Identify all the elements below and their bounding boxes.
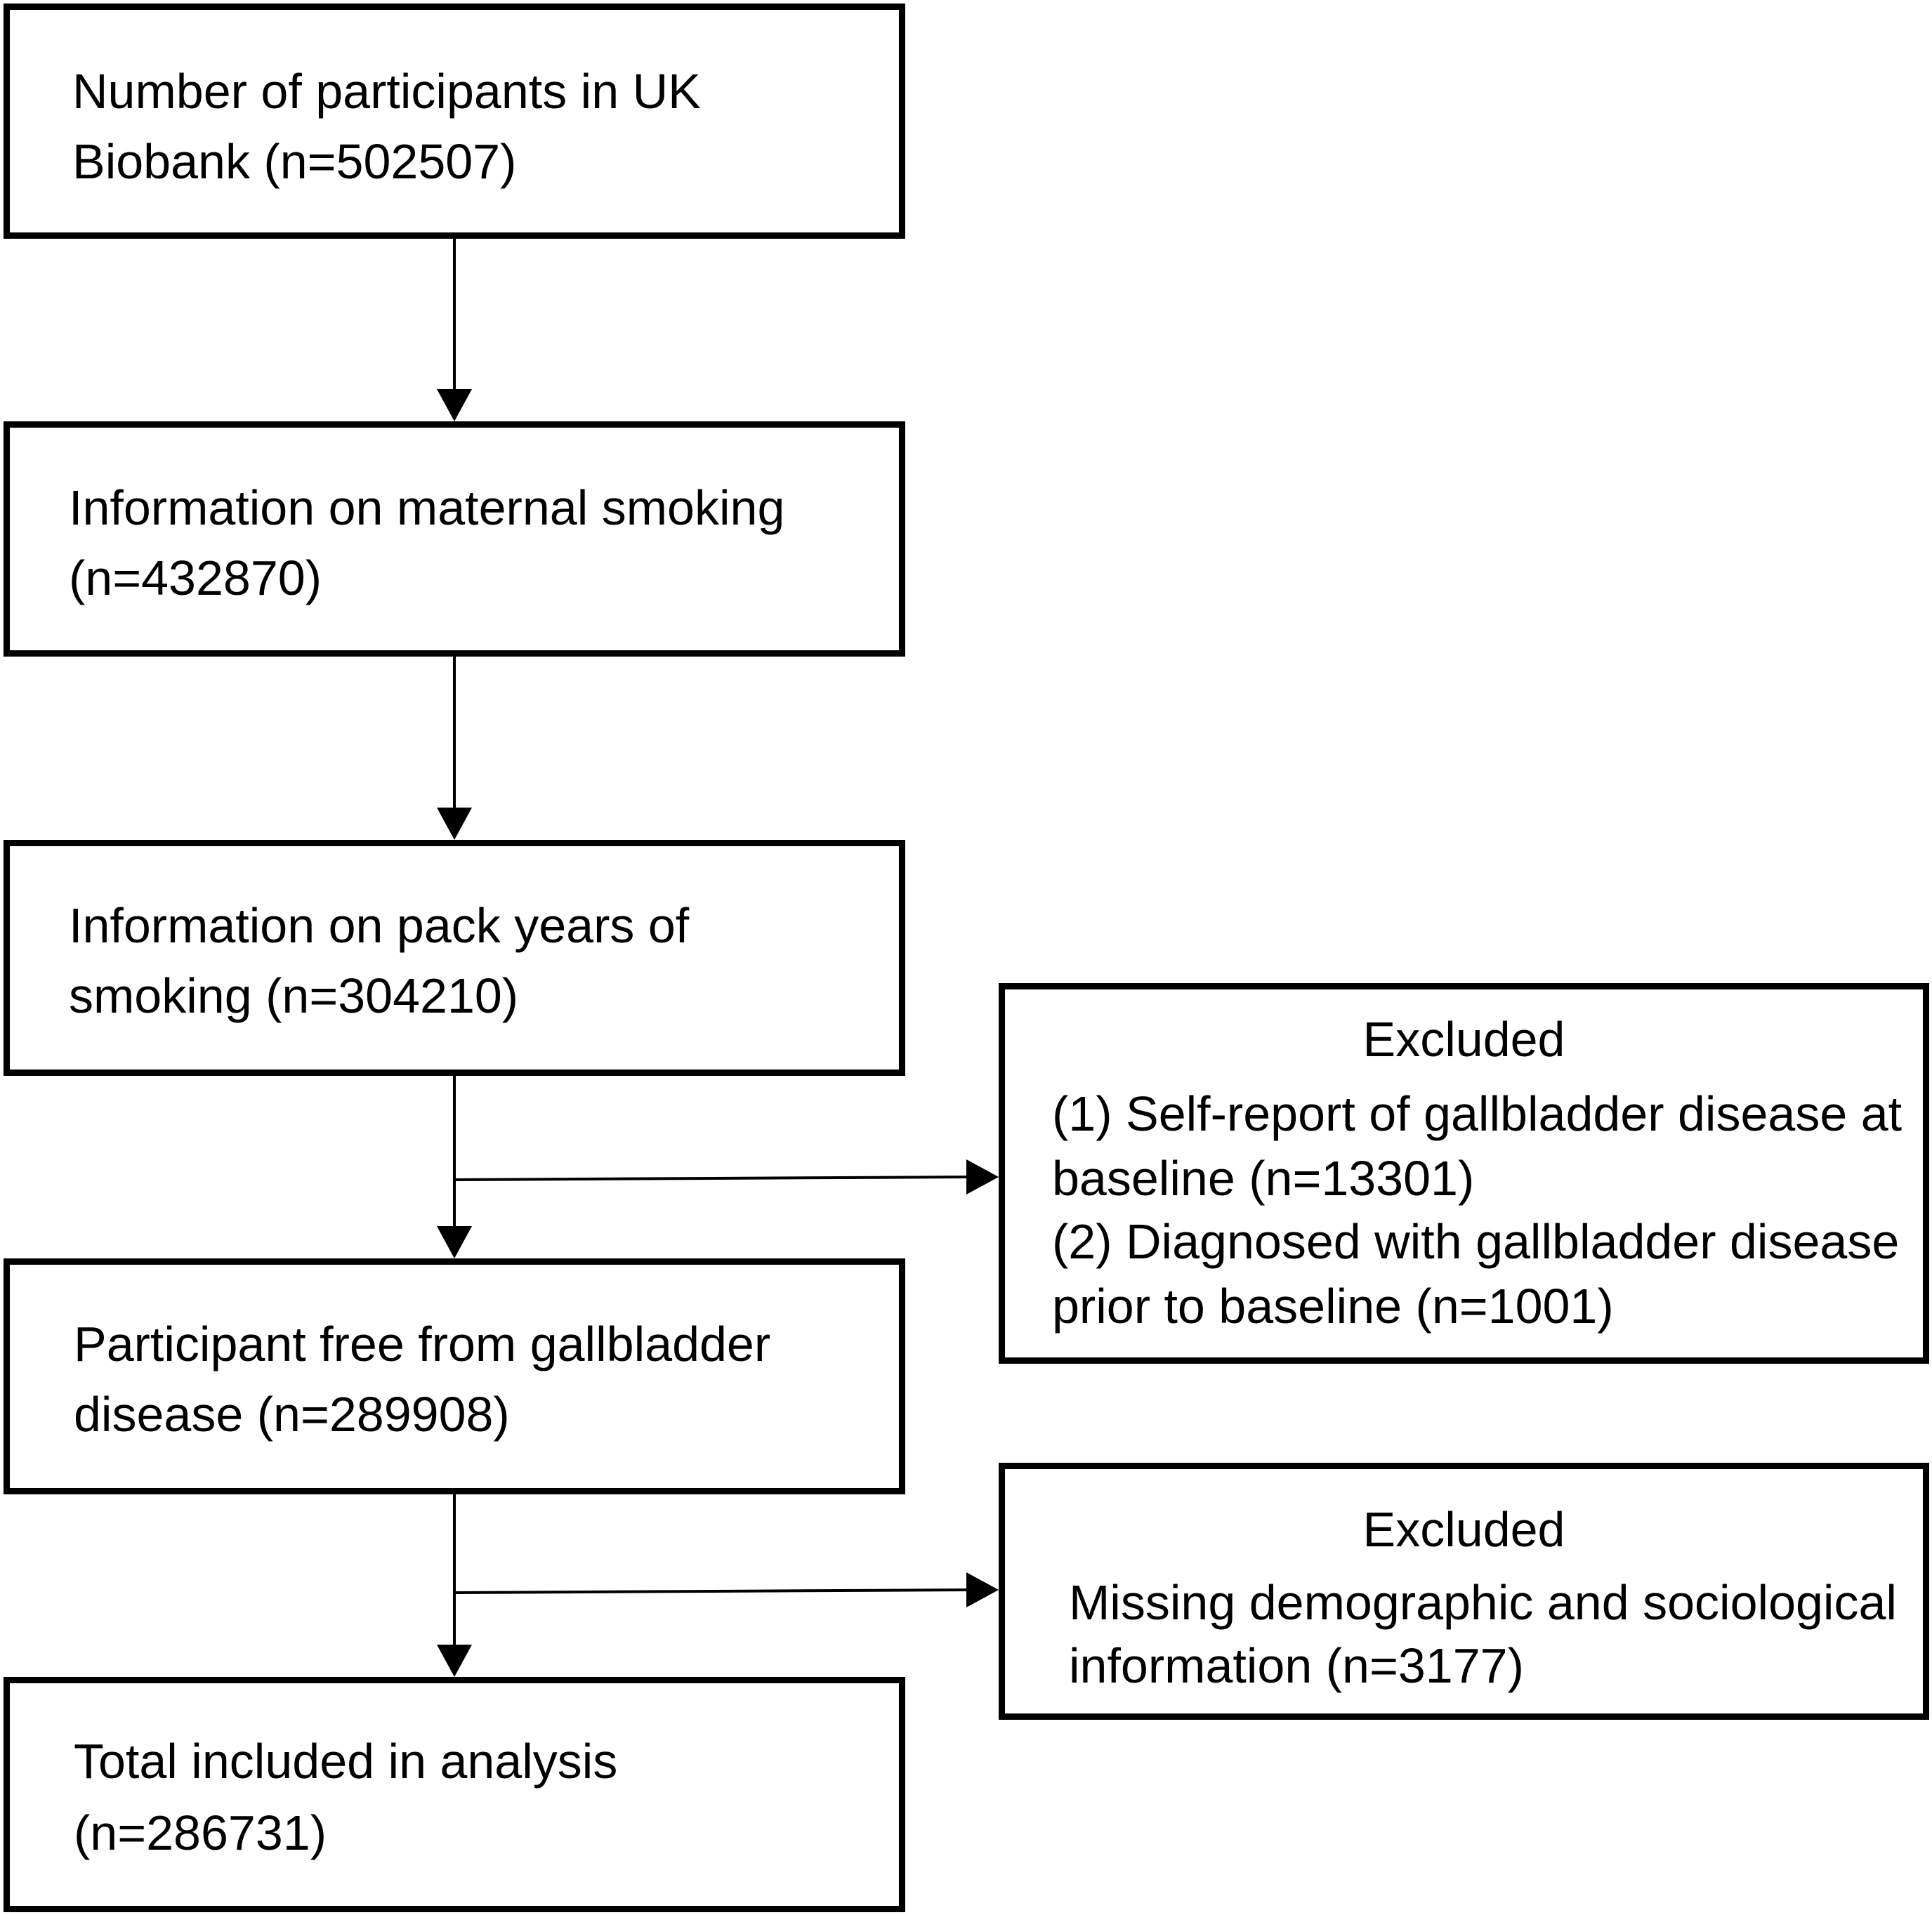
branch-line-1	[454, 1177, 969, 1180]
branch-line-2	[454, 1590, 969, 1593]
excluded1-line-4: prior to baseline (n=1001)	[1052, 1279, 1614, 1334]
pack-years-line-2: smoking (n=304210)	[69, 968, 519, 1023]
free-line-2: disease (n=289908)	[74, 1387, 510, 1442]
excluded1-line-1: (1) Self-report of gallbladder disease at	[1052, 1086, 1903, 1141]
excluded2-title: Excluded	[1362, 1502, 1565, 1557]
arrowhead-down-3	[437, 1226, 472, 1258]
excluded2-line-2: information (n=3177)	[1069, 1638, 1524, 1693]
maternal-line-1: Information on maternal smoking	[69, 480, 785, 535]
excluded2-line-1: Missing demographic and sociological	[1069, 1575, 1897, 1630]
arrowhead-down-1	[437, 389, 472, 421]
excluded1-title: Excluded	[1362, 1012, 1565, 1067]
arrowhead-down-2	[437, 808, 472, 840]
participants-line-1: Number of participants in UK	[72, 64, 701, 119]
arrowhead-right-2	[966, 1572, 999, 1607]
free-line-1: Participant free from gallbladder	[74, 1317, 771, 1371]
total-line-2: (n=286731)	[74, 1805, 327, 1860]
arrowhead-right-1	[966, 1159, 999, 1195]
arrowhead-down-4	[437, 1645, 472, 1677]
maternal-line-2: (n=432870)	[69, 551, 322, 605]
excluded1-line-2: baseline (n=13301)	[1052, 1151, 1475, 1206]
pack-years-line-1: Information on pack years of	[69, 898, 690, 953]
total-line-1: Total included in analysis	[74, 1734, 618, 1789]
excluded1-line-3: (2) Diagnosed with gallbladder disease	[1052, 1214, 1900, 1269]
participants-line-2: Biobank (n=502507)	[72, 134, 517, 189]
